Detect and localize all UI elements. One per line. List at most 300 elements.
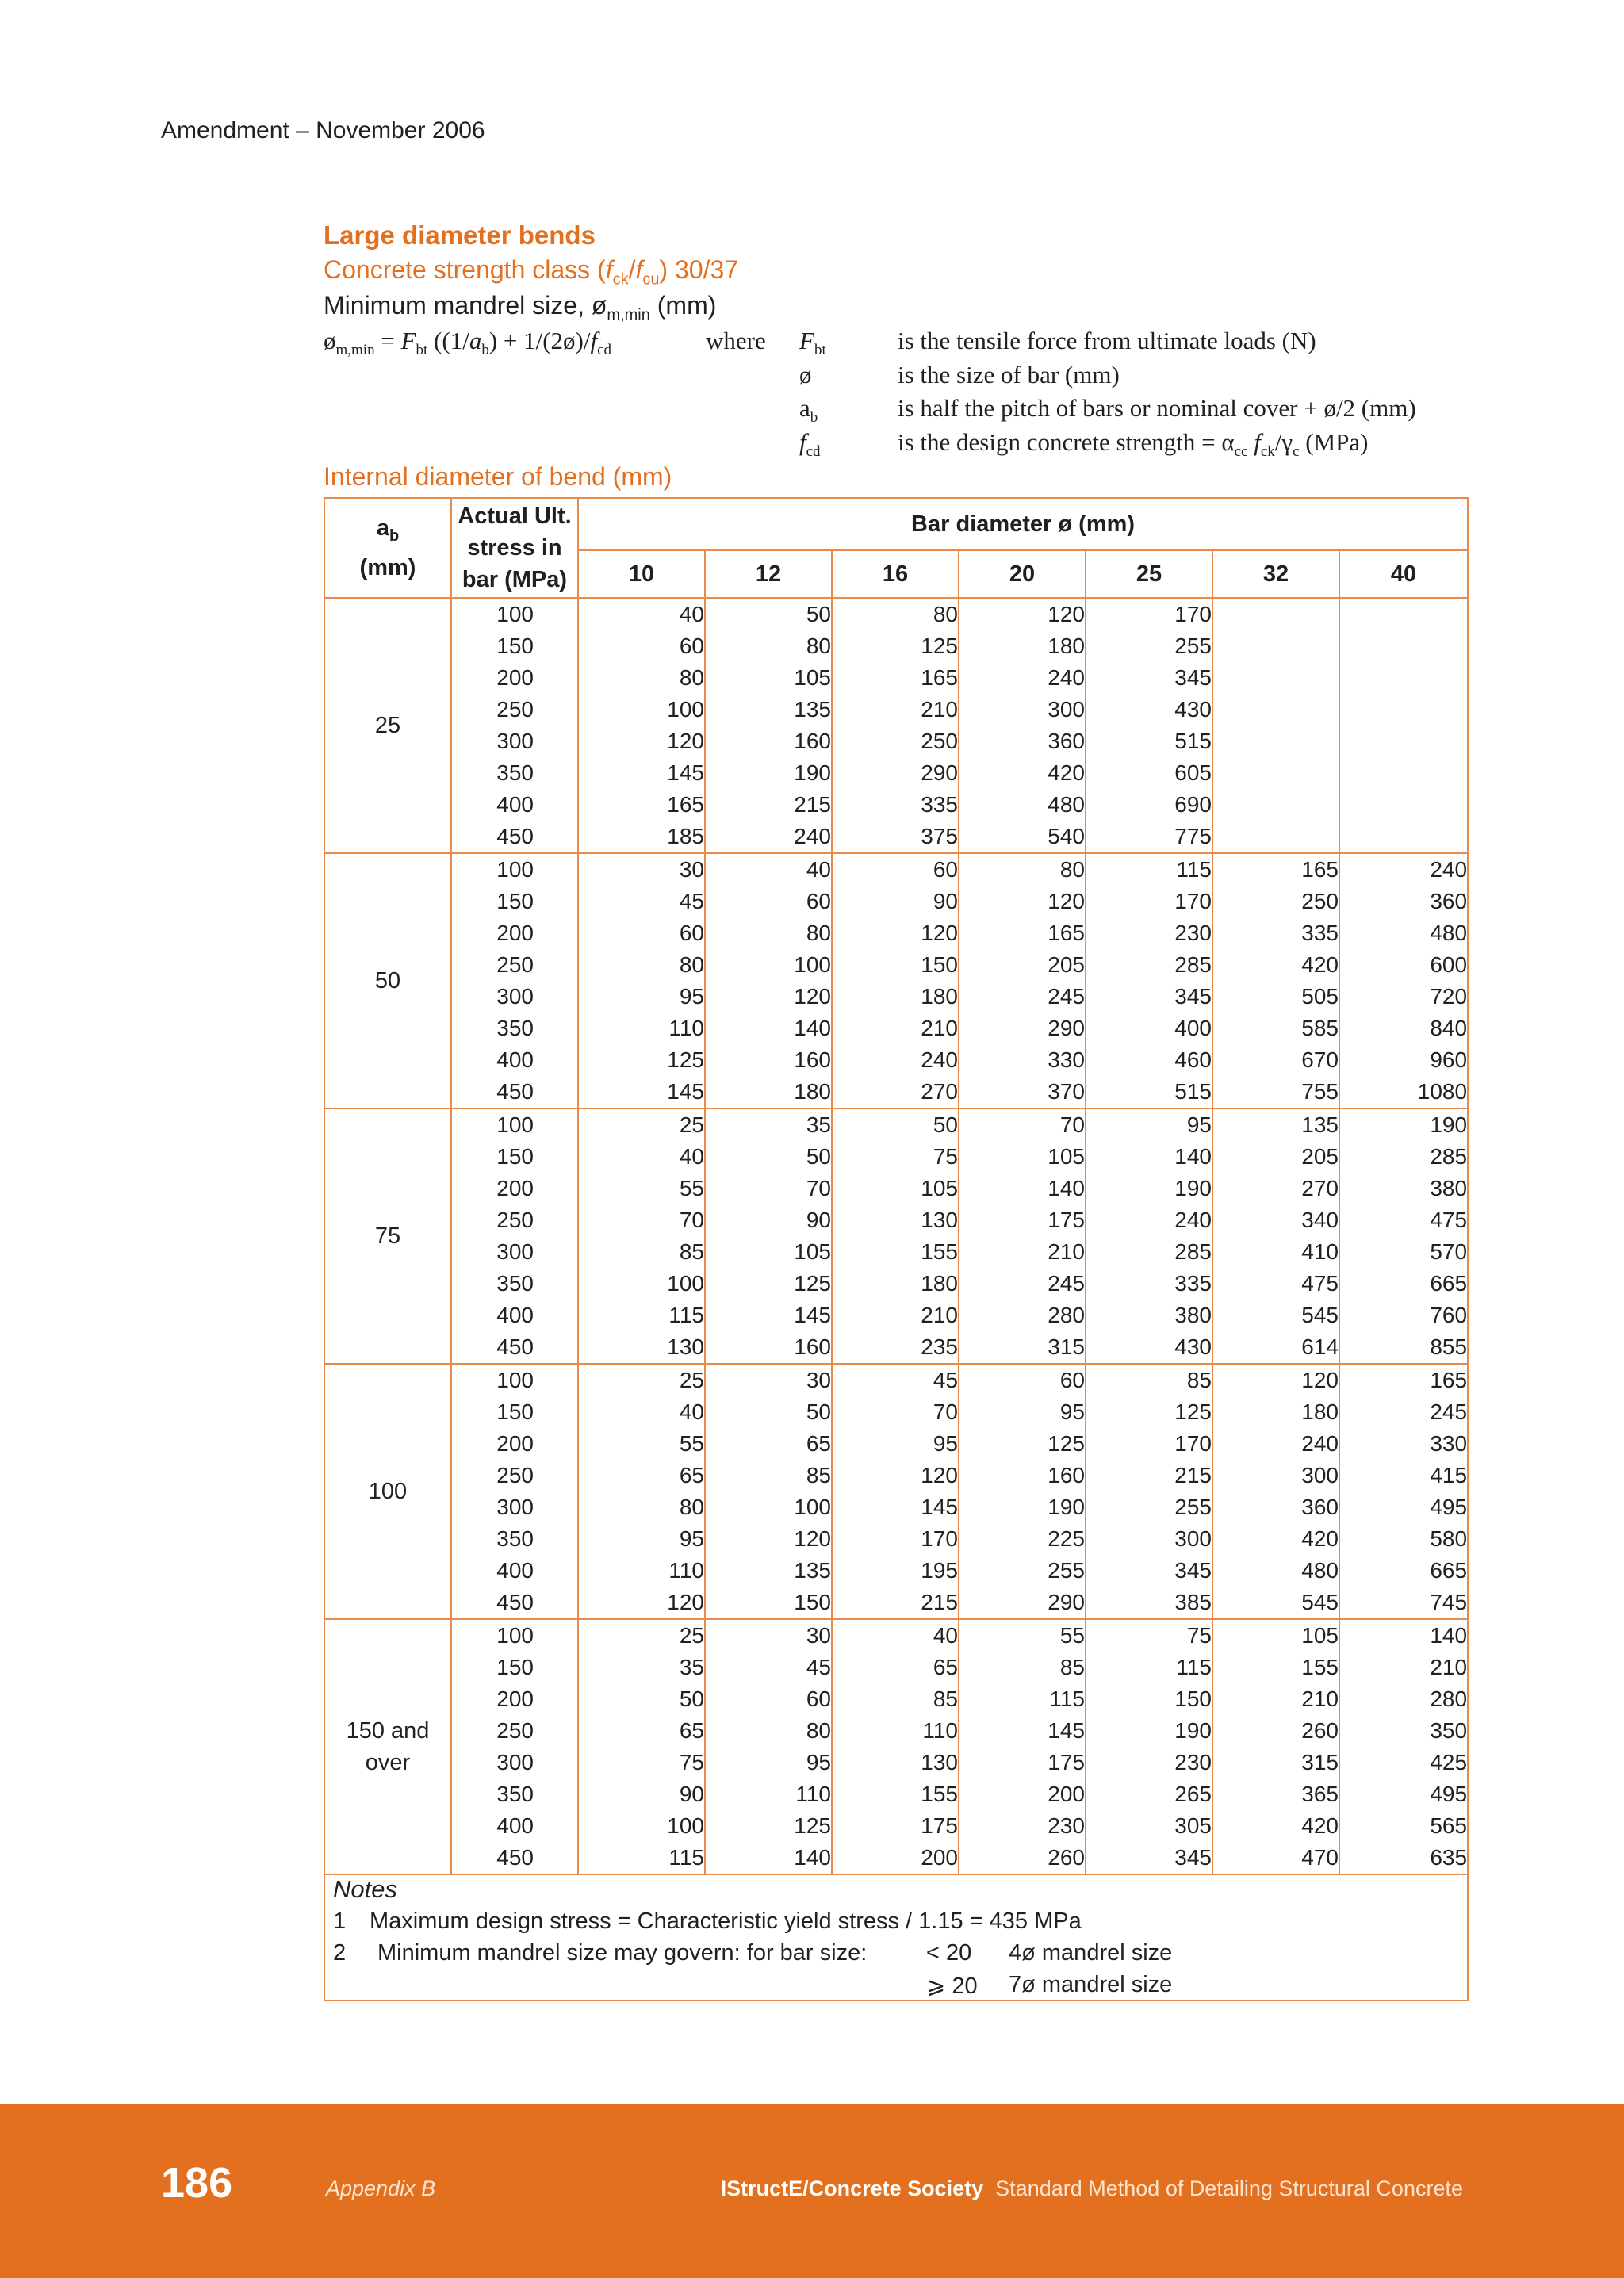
diameter-cell (1339, 1619, 1468, 1874)
diameter-value: 70 (1059, 1112, 1085, 1137)
diameter-value: 85 (1186, 1368, 1212, 1392)
diameter-value: 95 (933, 1431, 958, 1456)
diameter-value: 145 (1048, 1718, 1085, 1743)
diameter-value: 160 (1048, 1463, 1085, 1487)
diameter-value: 285 (1174, 1239, 1212, 1264)
diameter-value: 170 (1174, 602, 1212, 626)
diameter-value: 855 (1430, 1334, 1468, 1359)
stress-value: 250 (496, 697, 534, 722)
diameter-value: 165 (667, 792, 704, 817)
diameter-value: 165 (1430, 1368, 1468, 1392)
bar-size-header: 20 (959, 550, 1086, 598)
diameter-value: 190 (1430, 1112, 1468, 1137)
diameter-cell (1086, 853, 1212, 1108)
diameter-value: 245 (1048, 1271, 1085, 1296)
stress-value: 300 (496, 1750, 534, 1775)
ab-value: 75 (374, 1223, 401, 1249)
diameter-value: 100 (794, 952, 831, 977)
diameter-value: 60 (806, 1686, 831, 1711)
diameter-value: 25 (679, 1368, 704, 1392)
diameter-value: 135 (1301, 1112, 1339, 1137)
diameter-value: 165 (921, 665, 958, 690)
def-description: is the tensile force from ultimate loads (N) (898, 327, 1316, 354)
diameter-cell (959, 853, 1086, 1108)
diameter-value: 415 (1430, 1463, 1468, 1487)
stress-value: 300 (496, 1239, 534, 1264)
stress-value: 250 (496, 1208, 534, 1232)
stress-value: 350 (496, 1782, 534, 1806)
diameter-value: 290 (1048, 1016, 1085, 1040)
diameter-value: 50 (933, 1112, 958, 1137)
diameter-cell (959, 1364, 1086, 1619)
diameter-value: 80 (679, 665, 704, 690)
diameter-value: 205 (1048, 952, 1085, 977)
internal-diameter-heading: Internal diameter of bend (mm) (324, 462, 672, 491)
diameter-value: 40 (933, 1623, 958, 1648)
diameter-value: 70 (806, 1176, 831, 1200)
stress-value: 450 (496, 1334, 534, 1359)
diameter-value: 280 (1430, 1686, 1468, 1711)
diameter-value: 90 (933, 889, 958, 913)
diameter-value: 230 (1174, 921, 1212, 945)
diameter-value: 365 (1301, 1782, 1339, 1806)
diameter-value: 300 (1048, 697, 1085, 722)
diameter-value: 300 (1301, 1463, 1339, 1487)
diameter-cell (1212, 598, 1339, 853)
diameter-value: 85 (679, 1239, 704, 1264)
diameter-cell (832, 1619, 959, 1874)
stress-value: 250 (496, 952, 534, 977)
where-label: where (706, 327, 766, 354)
diameter-value: 755 (1301, 1079, 1339, 1104)
diameter-cell (705, 853, 832, 1108)
amendment-note: Amendment – November 2006 (161, 117, 485, 144)
diameter-value: 60 (1059, 1368, 1085, 1392)
diameter-value: 150 (921, 952, 958, 977)
diameter-value: 40 (806, 857, 831, 882)
diameter-value: 250 (921, 729, 958, 753)
diameter-value: 690 (1174, 792, 1212, 817)
diameter-value: 60 (679, 921, 704, 945)
diameter-value: 85 (806, 1463, 831, 1487)
diameter-value: 100 (667, 1813, 704, 1838)
def-description: is the design concrete strength = $\alpha_{cc}$ $f_{ck}/\gamma_c$ (MPa) (898, 428, 1369, 461)
bar-size-header: 10 (578, 550, 705, 598)
diameter-value: 70 (933, 1399, 958, 1424)
bar-size-header: 25 (1086, 550, 1212, 598)
diameter-value: 505 (1301, 984, 1339, 1009)
diameter-value: 420 (1301, 952, 1339, 977)
note-result: 7ø mandrel size (1009, 1972, 1173, 1997)
ab-cell (324, 853, 451, 1108)
stress-value: 150 (496, 1144, 534, 1169)
diameter-value: 205 (1301, 1144, 1339, 1169)
diameter-value: 360 (1048, 729, 1085, 753)
stress-value: 100 (496, 1112, 534, 1137)
diameter-value: 1080 (1417, 1079, 1468, 1104)
diameter-value: 100 (667, 697, 704, 722)
diameter-value: 60 (679, 634, 704, 658)
diameter-value: 75 (933, 1144, 958, 1169)
diameter-cell (1086, 1364, 1212, 1619)
stress-value: 200 (496, 921, 534, 945)
ab-cell (324, 1619, 451, 1874)
diameter-value: 180 (1048, 634, 1085, 658)
stress-value: 200 (496, 665, 534, 690)
ab-header: $a_b$ (mm) (324, 498, 451, 598)
diameter-value: 155 (921, 1782, 958, 1806)
diameter-value: 515 (1174, 1079, 1212, 1104)
concrete-class-heading: Concrete strength class $(f_{ck}/f_{cu})$ 30/37 (324, 255, 739, 289)
ab-value: 100 (368, 1479, 408, 1504)
diameter-value: 125 (667, 1047, 704, 1072)
diameter-value: 170 (1174, 1431, 1212, 1456)
diameter-value: 45 (806, 1655, 831, 1679)
stress-value: 350 (496, 1016, 534, 1040)
diameter-value: 430 (1174, 1334, 1212, 1359)
diameter-value: 55 (679, 1431, 704, 1456)
diameter-value: 270 (921, 1079, 958, 1104)
diameter-value: 200 (1048, 1782, 1085, 1806)
diameter-value: 190 (1174, 1176, 1212, 1200)
diameter-value: 400 (1174, 1016, 1212, 1040)
diameter-value: 240 (1430, 857, 1468, 882)
ab-value: over (365, 1750, 411, 1775)
stress-value: 100 (496, 602, 534, 626)
diameter-value: 140 (1048, 1176, 1085, 1200)
diameter-value: 250 (1301, 889, 1339, 913)
diameter-value: 380 (1430, 1176, 1468, 1200)
diameter-value: 60 (806, 889, 831, 913)
diameter-value: 65 (679, 1463, 704, 1487)
diameter-value: 120 (1048, 602, 1085, 626)
ab-value: 150 and (346, 1718, 430, 1744)
diameter-value: 230 (1174, 1750, 1212, 1775)
diameter-value: 140 (1430, 1623, 1468, 1648)
diameter-cell (959, 1108, 1086, 1364)
diameter-cell (832, 598, 959, 853)
diameter-value: 614 (1301, 1334, 1339, 1359)
stress-value: 300 (496, 984, 534, 1009)
diameter-value: 80 (679, 952, 704, 977)
note-number: 1 (333, 1909, 347, 1934)
appendix-label: Appendix B (326, 2177, 436, 2200)
diameter-value: 145 (794, 1303, 831, 1327)
diameter-value: 30 (679, 857, 704, 882)
stress-value: 350 (496, 760, 534, 785)
table-row-group (324, 1108, 1468, 1364)
stress-value: 200 (496, 1176, 534, 1200)
stress-value: 200 (496, 1431, 534, 1456)
diameter-value: 105 (1301, 1623, 1339, 1648)
ab-cell (324, 598, 451, 853)
stress-value: 350 (496, 1526, 534, 1551)
diameter-value: 40 (679, 1399, 704, 1424)
diameter-value: 50 (679, 1686, 704, 1711)
diameter-value: 245 (1048, 984, 1085, 1009)
diameter-value: 330 (1048, 1047, 1085, 1072)
notes-title: Notes (333, 1875, 397, 1903)
diameter-value: 515 (1174, 729, 1212, 753)
diameter-value: 25 (679, 1112, 704, 1137)
diameter-cell (705, 598, 832, 853)
diameter-value: 50 (806, 602, 831, 626)
diameter-value: 40 (679, 1144, 704, 1169)
diameter-value: 145 (667, 1079, 704, 1104)
diameter-value: 100 (667, 1271, 704, 1296)
diameter-value: 55 (1059, 1623, 1085, 1648)
diameter-value: 125 (794, 1271, 831, 1296)
diameter-value: 340 (1301, 1208, 1339, 1232)
diameter-value: 85 (933, 1686, 958, 1711)
diameter-value: 125 (921, 634, 958, 658)
note-condition: < 20 (926, 1940, 972, 1966)
diameter-cell (832, 1364, 959, 1619)
diameter-value: 240 (1048, 665, 1085, 690)
diameter-value: 80 (806, 634, 831, 658)
diameter-value: 540 (1048, 824, 1085, 848)
note-text: Maximum design stress = Characteristic yield stress / 1.15 = 435 MPa (370, 1909, 1082, 1934)
diameter-value: 25 (679, 1623, 704, 1648)
diameter-cell (578, 598, 705, 853)
diameter-value: 105 (921, 1176, 958, 1200)
diameter-value: 285 (1430, 1144, 1468, 1169)
bar-diameter-header: Bar diameter ø (mm) (578, 498, 1468, 550)
diameter-value: 110 (922, 1718, 958, 1743)
mandrel-formula: $ø_{m,min} = F_{bt}$ ($(1/a_b)$ + $1/(2ø)/f_{cd}$ (324, 327, 612, 359)
diameter-value: 240 (921, 1047, 958, 1072)
diameter-cell (832, 1108, 959, 1364)
diameter-value: 200 (921, 1845, 958, 1870)
diameter-value: 120 (921, 1463, 958, 1487)
diameter-value: 360 (1301, 1495, 1339, 1519)
diameter-value: 45 (933, 1368, 958, 1392)
diameter-value: 545 (1301, 1303, 1339, 1327)
mandrel-size-heading: Minimum mandrel size, $ø_{m,min}$ (mm) (324, 291, 717, 324)
diameter-cell (1086, 1619, 1212, 1874)
diameter-value: 545 (1301, 1590, 1339, 1614)
diameter-value: 190 (1048, 1495, 1085, 1519)
diameter-value: 120 (794, 984, 831, 1009)
ab-cell (324, 1364, 451, 1619)
stress-value: 150 (496, 1655, 534, 1679)
diameter-value: 425 (1430, 1750, 1468, 1775)
diameter-value: 80 (806, 1718, 831, 1743)
diameter-value: 145 (667, 760, 704, 785)
diameter-value: 215 (921, 1590, 958, 1614)
diameter-value: 480 (1048, 792, 1085, 817)
diameter-cell (1212, 1619, 1339, 1874)
diameter-value: 775 (1174, 824, 1212, 848)
diameter-value: 80 (1059, 857, 1085, 882)
diameter-value: 160 (794, 729, 831, 753)
diameter-cell (1212, 853, 1339, 1108)
diameter-value: 175 (1048, 1750, 1085, 1775)
section-heading: Large diameter bends (324, 220, 596, 250)
diameter-value: 185 (667, 824, 704, 848)
diameter-value: 760 (1430, 1303, 1468, 1327)
diameter-value: 135 (794, 1558, 831, 1583)
stress-value: 450 (496, 1845, 534, 1870)
diameter-cell (832, 853, 959, 1108)
diameter-value: 95 (1059, 1399, 1085, 1424)
diameter-value: 115 (1176, 1655, 1212, 1679)
diameter-value: 665 (1430, 1271, 1468, 1296)
diameter-value: 110 (668, 1016, 704, 1040)
diameter-value: 635 (1430, 1845, 1468, 1870)
diameter-value: 280 (1048, 1303, 1085, 1327)
diameter-value: 120 (1048, 889, 1085, 913)
diameter-value: 350 (1430, 1718, 1468, 1743)
diameter-value: 255 (1174, 634, 1212, 658)
diameter-value: 105 (1048, 1144, 1085, 1169)
table-row-group (324, 1619, 1468, 1874)
diameter-value: 335 (1301, 921, 1339, 945)
diameter-value: 370 (1048, 1079, 1085, 1104)
diameter-value: 290 (1048, 1590, 1085, 1614)
diameter-value: 255 (1048, 1558, 1085, 1583)
table-row-group (324, 1364, 1468, 1619)
diameter-value: 95 (679, 1526, 704, 1551)
diameter-value: 130 (667, 1334, 704, 1359)
diameter-value: 270 (1301, 1176, 1339, 1200)
diameter-value: 55 (679, 1176, 704, 1200)
diameter-value: 35 (806, 1112, 831, 1137)
diameter-value: 190 (1174, 1718, 1212, 1743)
diameter-value: 140 (794, 1016, 831, 1040)
stress-value: 100 (496, 857, 534, 882)
diameter-value: 145 (921, 1495, 958, 1519)
diameter-value: 80 (806, 921, 831, 945)
def-description: is half the pitch of bars or nominal cover + ø/2 (mm) (898, 394, 1416, 422)
diameter-value: 120 (667, 729, 704, 753)
diameter-value: 160 (794, 1334, 831, 1359)
diameter-value: 570 (1430, 1239, 1468, 1264)
diameter-cell (1086, 598, 1212, 853)
diameter-value: 140 (1174, 1144, 1212, 1169)
stress-value: 100 (496, 1623, 534, 1648)
note-condition: ⩾ 20 (926, 1974, 978, 1999)
diameter-value: 420 (1301, 1526, 1339, 1551)
diameter-cell (959, 1619, 1086, 1874)
diameter-value: 345 (1174, 665, 1212, 690)
diameter-value: 75 (679, 1750, 704, 1775)
diameter-value: 65 (679, 1718, 704, 1743)
stress-value: 350 (496, 1271, 534, 1296)
stress-value: 450 (496, 1079, 534, 1104)
diameter-value: 345 (1174, 1558, 1212, 1583)
diameter-cell (705, 1108, 832, 1364)
diameter-cell (578, 1364, 705, 1619)
diameter-value: 95 (1186, 1112, 1212, 1137)
diameter-value: 285 (1174, 952, 1212, 977)
diameter-cell (705, 1364, 832, 1619)
diameter-value: 215 (794, 792, 831, 817)
diameter-value: 175 (1048, 1208, 1085, 1232)
diameter-value: 210 (921, 697, 958, 722)
diameter-value: 260 (1048, 1845, 1085, 1870)
def-description: is the size of bar (mm) (898, 361, 1120, 389)
diameter-value: 115 (1176, 857, 1212, 882)
diameter-value: 960 (1430, 1047, 1468, 1072)
diameter-value: 175 (921, 1813, 958, 1838)
bar-size-header: 32 (1212, 550, 1339, 598)
diameter-value: 160 (794, 1047, 831, 1072)
publication-title: IStructE/Concrete Society Standard Method of Detailing Structural Concrete (720, 2177, 1463, 2200)
diameter-value: 180 (921, 984, 958, 1009)
stress-value: 150 (496, 889, 534, 913)
diameter-value: 665 (1430, 1558, 1468, 1583)
diameter-value: 110 (795, 1782, 831, 1806)
stress-cell (451, 1108, 578, 1364)
stress-value: 400 (496, 1558, 534, 1583)
diameter-value: 230 (1048, 1813, 1085, 1838)
diameter-value: 210 (1301, 1686, 1339, 1711)
diameter-value: 475 (1301, 1271, 1339, 1296)
diameter-value: 210 (921, 1303, 958, 1327)
diameter-cell (1086, 1108, 1212, 1364)
diameter-value: 130 (921, 1750, 958, 1775)
diameter-value: 720 (1430, 984, 1468, 1009)
note-result: 4ø mandrel size (1009, 1940, 1173, 1966)
stress-value: 400 (496, 792, 534, 817)
diameter-value: 30 (806, 1368, 831, 1392)
diameter-value: 90 (806, 1208, 831, 1232)
diameter-cell (959, 598, 1086, 853)
diameter-value: 840 (1430, 1016, 1468, 1040)
diameter-value: 120 (794, 1526, 831, 1551)
diameter-value: 495 (1430, 1495, 1468, 1519)
notes-box (324, 1874, 1468, 2000)
diameter-value: 125 (1174, 1399, 1212, 1424)
stress-cell (451, 853, 578, 1108)
diameter-value: 315 (1301, 1750, 1339, 1775)
diameter-value: 460 (1174, 1047, 1212, 1072)
diameter-value: 380 (1174, 1303, 1212, 1327)
page-number: 186 (161, 2159, 233, 2207)
diameter-value: 385 (1174, 1590, 1212, 1614)
diameter-value: 70 (679, 1208, 704, 1232)
diameter-value: 105 (794, 1239, 831, 1264)
def-symbol: $F_{bt}$ (799, 327, 826, 359)
diameter-value: 260 (1301, 1718, 1339, 1743)
diameter-value: 210 (1048, 1239, 1085, 1264)
diameter-value: 120 (667, 1590, 704, 1614)
ab-value: 50 (374, 968, 401, 994)
stress-value: 150 (496, 634, 534, 658)
stress-value: 450 (496, 824, 534, 848)
diameter-value: 170 (921, 1526, 958, 1551)
diameter-value: 315 (1048, 1334, 1085, 1359)
diameter-value: 135 (794, 697, 831, 722)
diameter-value: 125 (1048, 1431, 1085, 1456)
def-symbol: ø (799, 361, 812, 389)
diameter-value: 375 (921, 824, 958, 848)
diameter-value: 240 (1174, 1208, 1212, 1232)
diameter-value: 60 (933, 857, 958, 882)
stress-value: 300 (496, 729, 534, 753)
diameter-cell (578, 1108, 705, 1364)
stress-cell (451, 1364, 578, 1619)
diameter-value: 345 (1174, 984, 1212, 1009)
def-symbol: $f_{cd}$ (799, 428, 821, 461)
diameter-value: 420 (1048, 760, 1085, 785)
diameter-value: 215 (1174, 1463, 1212, 1487)
stress-header: Actual Ult. stress in bar (MPa) (451, 498, 578, 598)
diameter-cell (578, 1619, 705, 1874)
diameter-value: 265 (1174, 1782, 1212, 1806)
table-row-group (324, 853, 1468, 1108)
